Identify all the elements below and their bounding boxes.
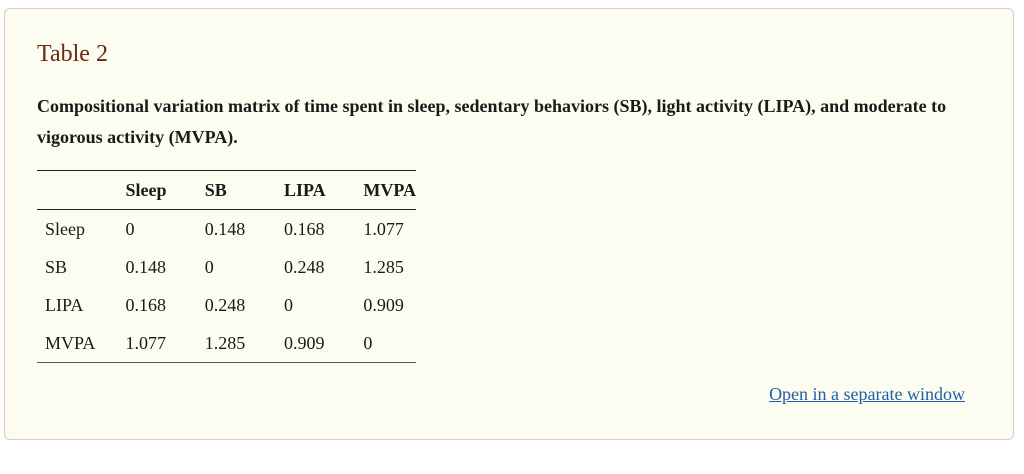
header-cell: SB bbox=[197, 171, 276, 210]
table-cell: 0.168 bbox=[125, 294, 167, 315]
table-row bbox=[37, 324, 416, 363]
table-cell: 0.909 bbox=[363, 294, 404, 315]
table-cell: 0.148 bbox=[204, 218, 246, 239]
row-label: SB bbox=[45, 256, 68, 277]
table-caption: Compositional variation matrix of time spent in sleep, sedentary behaviors (SB), light activity (LIPA), and moderate to vigorous activity (MVPA). bbox=[37, 96, 947, 147]
table-cell: 0 bbox=[355, 324, 416, 363]
table-cell: 0.909 bbox=[276, 324, 355, 363]
table-cell: 1.077 bbox=[363, 218, 404, 239]
table-row bbox=[37, 248, 416, 286]
table-cell: 0 bbox=[204, 256, 214, 277]
table-row bbox=[37, 286, 416, 324]
table-cell: 0.248 bbox=[204, 294, 246, 315]
header-cell: LIPA bbox=[276, 171, 355, 210]
open-in-separate-window-link[interactable]: Open in a separate window bbox=[769, 384, 965, 404]
table-header-row bbox=[37, 171, 416, 210]
table-row bbox=[37, 210, 416, 249]
header-cell: MVPA bbox=[355, 171, 416, 210]
header-cell: Sleep bbox=[118, 171, 197, 210]
table-cell: 0.248 bbox=[283, 256, 325, 277]
variation-matrix-table bbox=[37, 170, 416, 363]
header-cell bbox=[37, 171, 118, 210]
row-label: MVPA bbox=[37, 324, 118, 363]
table-cell: 0 bbox=[283, 294, 293, 315]
table-cell: 1.077 bbox=[118, 324, 197, 363]
table-cell: 0.168 bbox=[283, 218, 325, 239]
table-cell: 0.148 bbox=[125, 256, 167, 277]
table-cell: 0 bbox=[125, 218, 135, 239]
table-cell: 1.285 bbox=[197, 324, 276, 363]
row-label: LIPA bbox=[45, 294, 84, 315]
table-panel bbox=[4, 8, 1014, 440]
row-label: Sleep bbox=[45, 218, 85, 239]
table-label: Table 2 bbox=[37, 41, 108, 67]
table-cell: 1.285 bbox=[363, 256, 404, 277]
